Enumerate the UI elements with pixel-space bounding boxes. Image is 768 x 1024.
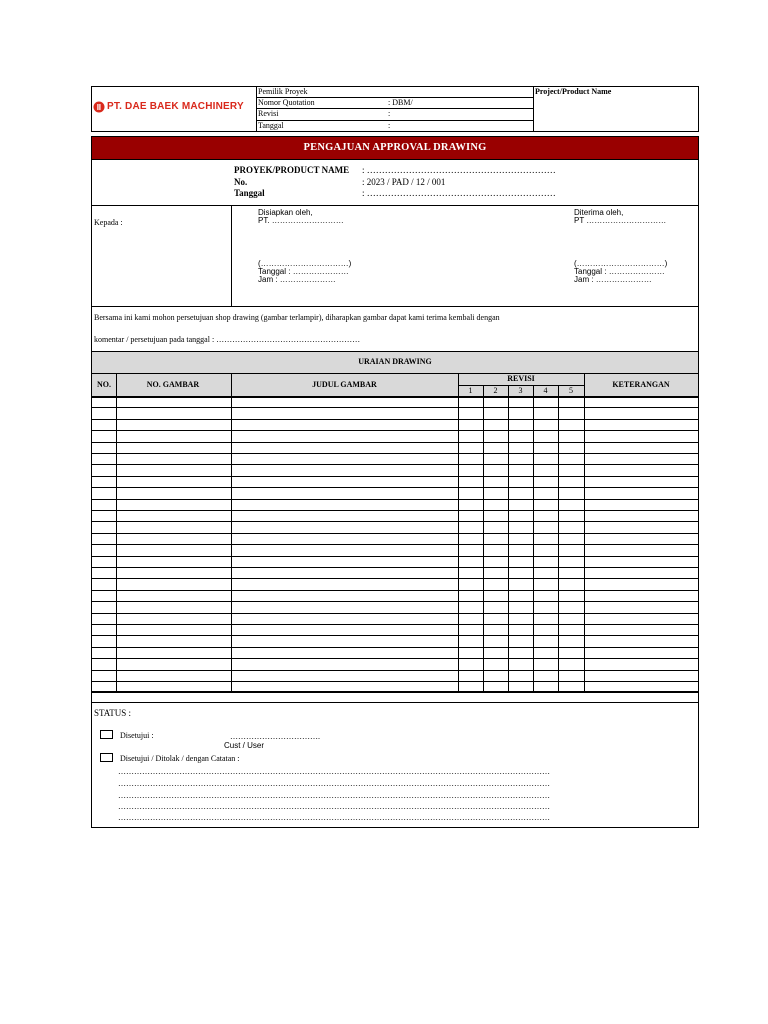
table-row — [91, 453, 699, 454]
approved-checkbox[interactable] — [100, 730, 113, 739]
table-row — [91, 578, 699, 579]
table-header-line — [91, 396, 699, 398]
table-column-line — [584, 374, 585, 692]
table-row — [91, 499, 699, 500]
table-row — [91, 510, 699, 511]
table-row — [91, 430, 699, 431]
table-column-line — [533, 385, 534, 692]
revision-col-4: 4 — [543, 386, 548, 395]
table-row — [91, 681, 699, 682]
revision-label: Revisi — [258, 109, 279, 118]
note-line[interactable]: ……………………………………………………………………………………………………………………………………………… — [118, 767, 550, 776]
revision-col-1: 1 — [468, 386, 473, 395]
table-row — [91, 567, 699, 568]
table-row — [91, 624, 699, 625]
form-title: PENGAJUAN APPROVAL DRAWING — [303, 142, 487, 153]
header-divider-left — [256, 86, 257, 132]
table-row — [91, 601, 699, 602]
revision-col-2: 2 — [493, 386, 498, 395]
table-row — [91, 533, 699, 534]
approved-label: Disetujui : — [120, 731, 154, 740]
table-row — [91, 407, 699, 408]
table-column-line — [116, 374, 117, 692]
company-name: PT. DAE BAEK MACHINERY — [107, 101, 244, 112]
request-line-1: Bersama ini kami mohon persetujuan shop drawing (gambar terlampir), diharapkan gambar dapat kami terima kembali dengan — [94, 313, 500, 322]
table-bottom-line — [91, 691, 699, 693]
table-row — [91, 442, 699, 443]
project-label: PROYEK/PRODUCT NAME — [234, 165, 350, 175]
recipient-label: Kepada : — [94, 218, 123, 227]
col-drawing-no-header: NO. GAMBAR — [146, 380, 200, 389]
table-row — [91, 476, 699, 477]
table-column-line — [458, 374, 459, 692]
table-row — [91, 590, 699, 591]
status-label: STATUS : — [94, 708, 132, 718]
table-row — [91, 670, 699, 671]
col-drawing-title-header: JUDUL GAMBAR — [312, 380, 377, 389]
section-top-line — [91, 351, 699, 352]
info-date-value[interactable]: : ……………………………………………………… — [362, 188, 556, 198]
revision-col-3: 3 — [518, 386, 523, 395]
col-remarks-header: KETERANGAN — [612, 380, 670, 389]
received-time[interactable]: Jam : ………………… — [574, 275, 652, 284]
table-column-line — [508, 385, 509, 692]
revision-col-5: 5 — [569, 386, 573, 395]
revision-value[interactable]: : — [388, 109, 391, 118]
table-row — [91, 419, 699, 420]
table-row — [91, 613, 699, 614]
address-divider — [231, 205, 232, 306]
date-label: Tanggal — [258, 121, 284, 130]
note-line[interactable]: ……………………………………………………………………………………………………………………………………………… — [118, 779, 550, 788]
table-row — [91, 647, 699, 648]
table-row — [91, 635, 699, 636]
quotation-label: Nomor Quotation — [258, 98, 315, 107]
table-row — [91, 464, 699, 465]
col-revision-header: REVISI — [507, 374, 535, 383]
project-value[interactable]: : ……………………………………………………… — [362, 165, 556, 175]
table-row — [91, 658, 699, 659]
table-footer-line — [91, 702, 699, 703]
table-row — [91, 487, 699, 488]
prepared-by-label: Disiapkan oleh, — [258, 208, 313, 217]
header-divider-right — [533, 86, 534, 132]
header-row-line — [256, 108, 533, 109]
table-column-line — [231, 374, 232, 692]
col-no-header: NO. — [97, 380, 111, 389]
date-value[interactable]: : — [388, 121, 391, 130]
received-by-label: Diterima oleh, — [574, 208, 624, 217]
info-bottom-line — [91, 205, 699, 206]
request-line-2[interactable]: komentar / persetujuan pada tanggal : ……………………………………………… — [94, 335, 361, 344]
quotation-value[interactable]: : DBM/ — [388, 98, 413, 107]
table-row — [91, 521, 699, 522]
received-date[interactable]: Tanggal : ………………… — [574, 267, 665, 276]
db-logo-icon — [93, 101, 105, 113]
note-line[interactable]: ……………………………………………………………………………………………………………………………………………… — [118, 802, 550, 811]
rejected-label: Disetujui / Ditolak / dengan Catatan : — [120, 754, 240, 763]
note-line[interactable]: ……………………………………………………………………………………………………………………………………………… — [118, 813, 550, 822]
prepared-company[interactable]: PT. ……………………… — [258, 216, 344, 225]
table-row — [91, 556, 699, 557]
customer-signature-label: Cust / User — [224, 741, 265, 750]
table-row — [91, 544, 699, 545]
rejected-checkbox[interactable] — [100, 753, 113, 762]
received-signature[interactable]: (……………………………) — [574, 259, 668, 268]
number-value[interactable]: : 2023 / PAD / 12 / 001 — [362, 177, 446, 187]
address-bottom-line — [91, 306, 699, 307]
header-row-line — [256, 120, 533, 121]
number-label: No. — [234, 177, 248, 187]
project-name-label: Project/Product Name — [535, 87, 612, 96]
table-column-line — [483, 385, 484, 692]
owner-label: Pemilik Proyek — [258, 87, 308, 96]
customer-signature-line[interactable]: ……………………………. — [230, 732, 320, 741]
note-line[interactable]: ……………………………………………………………………………………………………………………………………………… — [118, 791, 550, 800]
prepared-time[interactable]: Jam : ………………… — [258, 275, 336, 284]
title-bottom-line — [91, 159, 699, 160]
info-date-label: Tanggal — [234, 188, 265, 198]
prepared-date[interactable]: Tanggal : ………………… — [258, 267, 349, 276]
prepared-signature[interactable]: (……………………………) — [258, 259, 352, 268]
drawing-section-title: URAIAN DRAWING — [358, 357, 432, 366]
form-frame — [91, 136, 699, 828]
received-company[interactable]: PT ………………………… — [574, 216, 667, 225]
table-column-line — [558, 385, 559, 692]
company-logo — [93, 100, 255, 114]
